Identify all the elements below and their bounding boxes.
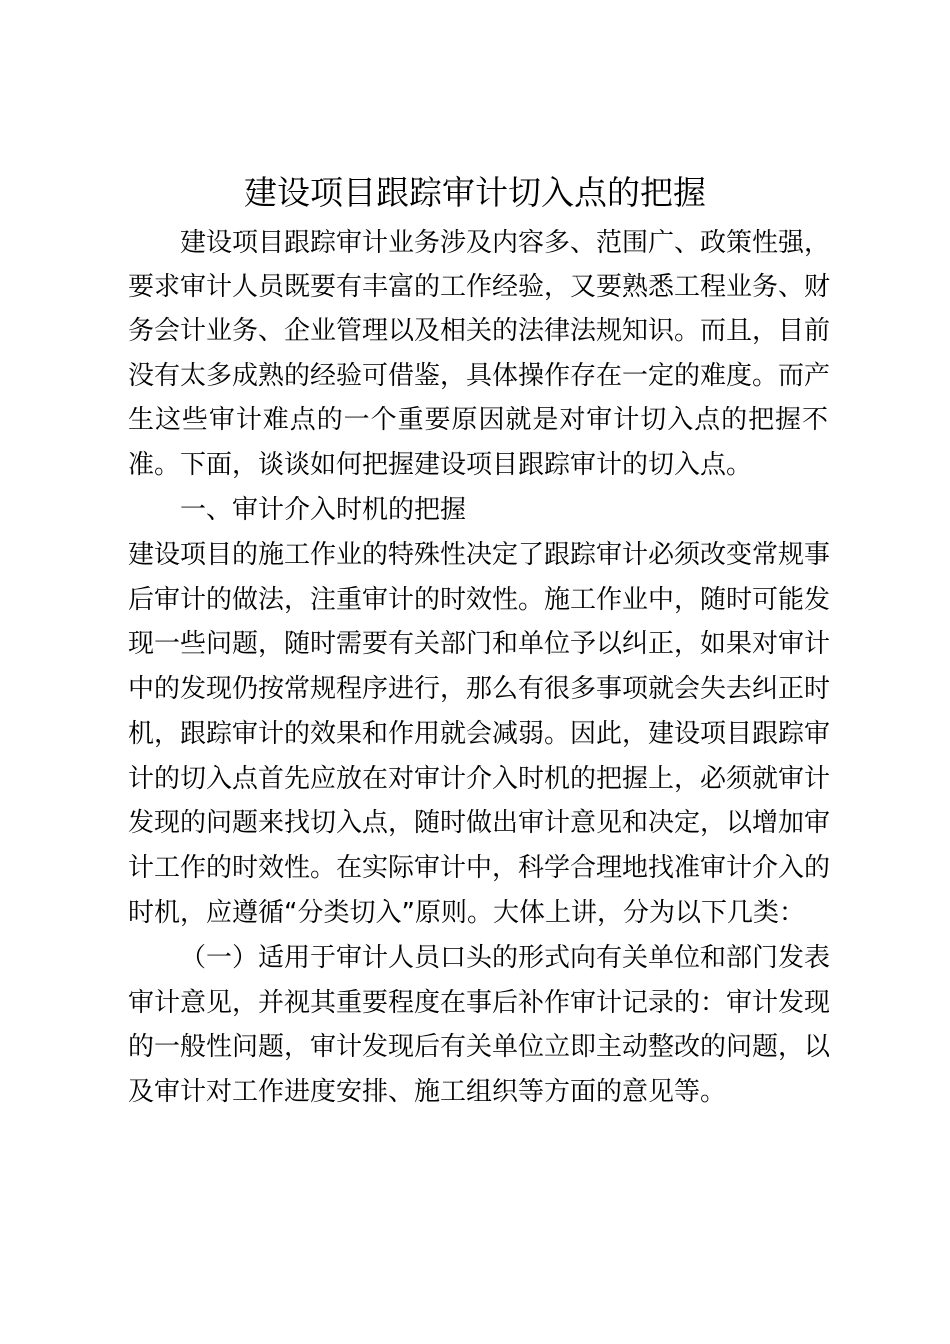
- paragraph-line: 及审计对工作进度安排、施工组织等方面的意见等。: [128, 1077, 727, 1107]
- paragraph-line: 生这些审计难点的一个重要原因就是对审计切入点的把握不: [128, 405, 828, 435]
- paragraph-line: （一）适用于审计人员口头的形式向有关单位和部门发表: [180, 943, 831, 973]
- paragraph-line: 没有太多成熟的经验可借鉴，具体操作存在一定的难度。而产: [128, 361, 831, 391]
- paragraph-line: 务会计业务、企业管理以及相关的法律法规知识。而且，目前: [128, 316, 831, 346]
- paragraph-line: 现一些问题，随时需要有关部门和单位予以纠正，如果对审计: [128, 629, 831, 659]
- paragraph-line: 中的发现仍按常规程序进行，那么有很多事项就会失去纠正时: [128, 674, 831, 704]
- paragraph-line: 准。下面，谈谈如何把握建设项目跟踪审计的切入点。: [128, 450, 753, 480]
- paragraph-line: 建设项目的施工作业的特殊性决定了跟踪审计必须改变常规事: [128, 540, 831, 570]
- paragraph-line: 审计意见，并视其重要程度在事后补作审计记录的：审计发现: [128, 988, 831, 1018]
- paragraph-line: 发现的问题来找切入点，随时做出审计意见和决定，以增加审: [128, 808, 831, 838]
- paragraph-line: 机，跟踪审计的效果和作用就会减弱。因此，建设项目跟踪审: [128, 719, 831, 749]
- paragraph-line: 的一般性问题，审计发现后有关单位立即主动整改的问题，以: [128, 1032, 831, 1062]
- paragraph-line: 建设项目跟踪审计业务涉及内容多、范围广、政策性强，: [180, 228, 831, 258]
- paragraph-line: 后审计的做法，注重审计的时效性。施工作业中，随时可能发: [128, 585, 831, 615]
- paragraph-line: 计工作的时效性。在实际审计中，科学合理地找准审计介入的: [128, 853, 831, 883]
- document-title: 建设项目跟踪审计切入点的把握: [244, 173, 706, 212]
- paragraph-line: 计的切入点首先应放在对审计介入时机的把握上，必须就审计: [128, 764, 831, 794]
- paragraph-line: 要求审计人员既要有丰富的工作经验，又要熟悉工程业务、财: [128, 272, 831, 302]
- paragraph-line: 时机，应遵循“分类切入”原则。大体上讲，分为以下几类：: [128, 898, 805, 928]
- section-heading: 一、审计介入时机的把握: [180, 495, 467, 525]
